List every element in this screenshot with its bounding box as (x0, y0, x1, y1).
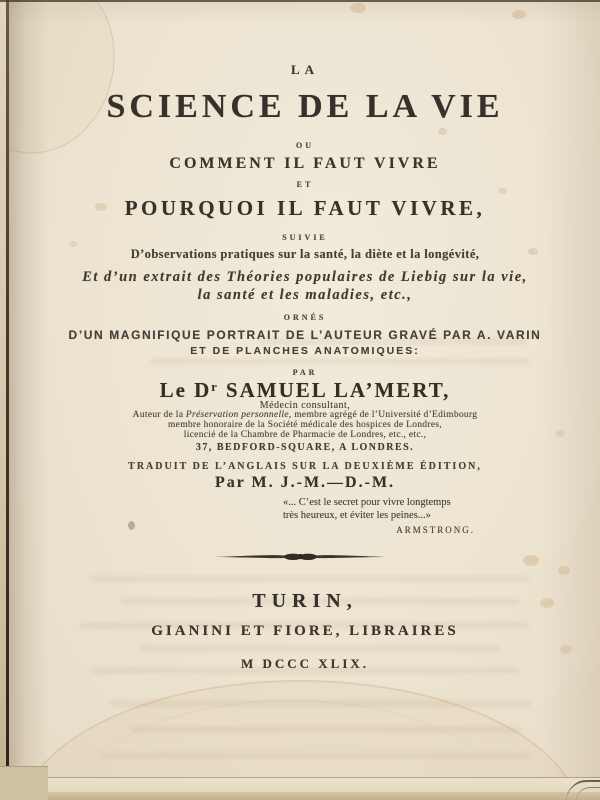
ink-speck (128, 521, 135, 530)
epigraph-attribution: ARMSTRONG. (396, 525, 475, 536)
credit-1-suffix: , membre agrégé de l’Université d’Edimbourg (288, 410, 478, 420)
gutter-shadow (9, 0, 49, 800)
book-bottom-band (0, 792, 600, 800)
epigraph (283, 496, 533, 537)
conjunction-et: ET (296, 180, 314, 189)
extrait-line-1: Et d’un extrait des Théories populaires de Liebig sur la vie, (82, 269, 528, 285)
translation-line: TRADUIT DE L’ANGLAIS SUR LA DEUXIÈME ÉDITION, (128, 461, 482, 472)
foxing-spot (560, 645, 572, 654)
subtitle-pourquoi: POURQUOI IL FAUT VIVRE, (124, 196, 486, 220)
imprint-year: M DCCC XLIX. (240, 656, 370, 671)
credit-1-prefix: Auteur de la (132, 410, 186, 420)
author-credit-3: licencié de la Chambre de Pharmacie de Londres, etc., etc., (183, 430, 427, 440)
imprint-publisher: GIANINI ET FIORE, LIBRAIRES (151, 623, 459, 639)
foxing-spot (512, 10, 526, 19)
translator-initials: Par M. J.-M.—D.-M. (214, 474, 396, 491)
author-address: 37, BEDFORD-SQUARE, A LONDRES. (195, 442, 415, 453)
subtitle-comment: COMMENT IL FAUT VIVRE (169, 155, 441, 172)
epigraph-line-1: «... C’est le secret pour vivre longtemps (283, 497, 451, 508)
foxing-spot (438, 128, 447, 135)
bottom-left-page-corner (0, 766, 48, 800)
author-credit-2: membre honoraire de la Société médicale des hospices de Londres, (167, 420, 443, 430)
page-edge-top (0, 0, 600, 2)
portrait-line: D’UN MAGNIFIQUE PORTRAIT DE L’AUTEUR GRAVÉ PAR A. VARIN (68, 328, 542, 342)
author-title: Médecin consultant, (259, 400, 351, 411)
epigraph-line-2: très heureux, et éviter les peines...» (283, 510, 431, 522)
imprint-city: TURIN, (252, 590, 358, 612)
observations-line: D’observations pratiques sur la santé, la diète et la longévité, (130, 247, 480, 261)
extrait-line-2: la santé et les maladies, etc., (197, 287, 413, 303)
label-ornes: ORNÉS (283, 313, 327, 322)
conjunction-ou: OU (296, 141, 314, 150)
ornamental-rule (0, 550, 600, 568)
label-par: PAR (292, 368, 318, 377)
half-title: LA (290, 62, 320, 77)
planches-line: ET DE PLANCHES ANATOMIQUES: (190, 345, 420, 357)
foxing-spot (350, 3, 366, 13)
author-credit-1 (12, 410, 598, 420)
author-name: Le Dʳ SAMUEL LA’MERT, (159, 378, 451, 402)
label-suivie: SUIVIE (282, 233, 328, 242)
credit-1-work-title: Préservation personnelle (185, 410, 289, 420)
main-title: SCIENCE DE LA VIE (106, 88, 504, 125)
swelled-rule-icon (213, 551, 388, 563)
